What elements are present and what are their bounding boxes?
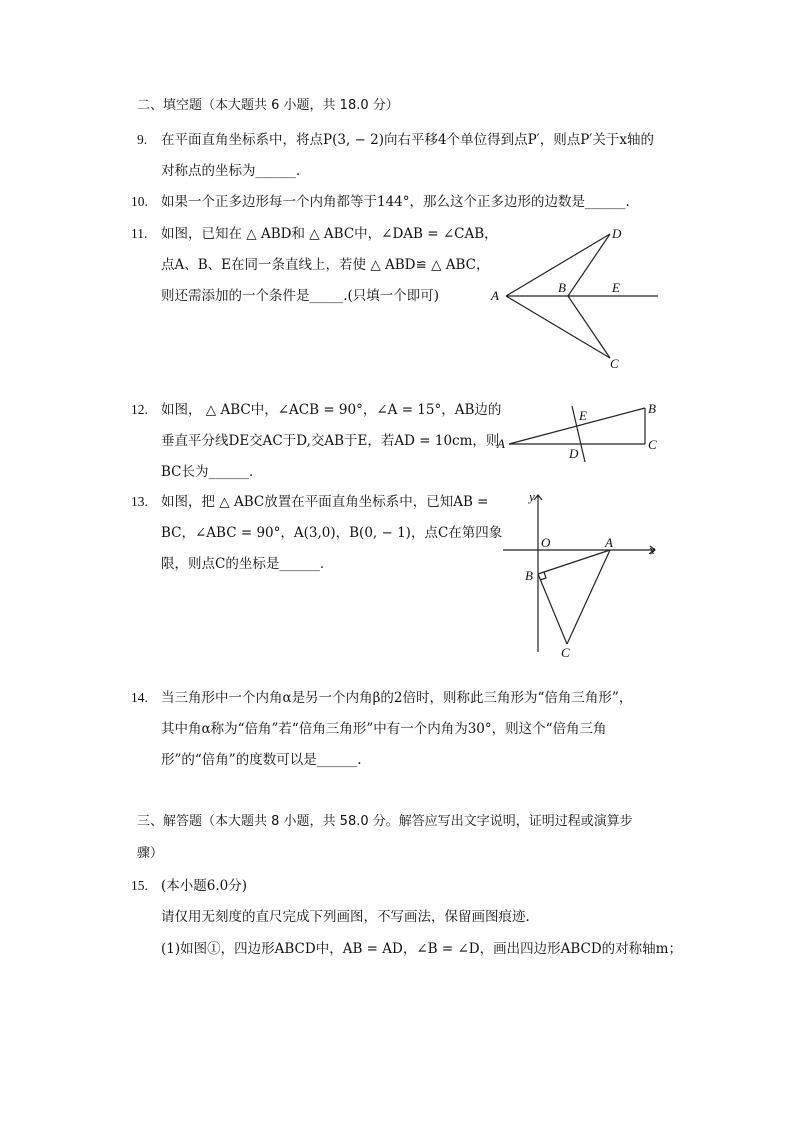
- q13-line1: 如图，把 △ ABC放置在平面直角坐标系中，已知AB =: [161, 494, 489, 510]
- q11-line3: 则还需添加的一个条件是_____.(只填一个即可): [161, 288, 440, 304]
- q13-line-ac: [567, 550, 610, 644]
- q10-line1: 如果一个正多边形每一个内角都等于144°，那么这个正多边形的边数是______．: [161, 194, 640, 210]
- q13-label-c: C: [561, 645, 570, 660]
- q12-number: 12.: [131, 402, 148, 417]
- q15-line3: (1)如图①，四边形ABCD中，AB = AD，∠B = ∠D，画出四边形ABCD的对称轴m；: [161, 941, 682, 957]
- q13-line2: BC，∠ABC = 90°，A(3,0)，B(0, − 1)，点C在第四象: [161, 525, 503, 541]
- q11-label-c: C: [610, 356, 619, 371]
- q11-label-b: B: [558, 280, 566, 295]
- q11-label-e: E: [612, 280, 620, 295]
- q14-line3: 形”的“倍角”的度数可以是______.: [161, 752, 362, 768]
- q11-label-a: A: [491, 288, 499, 303]
- q14-line1: 当三角形中一个内角α是另一个内角β的2倍时，则称此三角形为“倍角三角形”，: [161, 690, 633, 706]
- q13-figure: [495, 487, 665, 662]
- q15-number: 15.: [131, 878, 148, 893]
- q12-line1: 如图， △ ABC中，∠ACB = 90°，∠A = 15°，AB边的: [161, 402, 502, 418]
- q12-label-a: A: [497, 436, 505, 451]
- q11-line2: 点A、B、E在同一条直线上，若使 △ ABD≌ △ ABC，: [161, 257, 490, 273]
- q11-figure: [488, 222, 668, 372]
- q12-label-c: C: [648, 437, 657, 452]
- q15-line1: (本小题6.0分): [161, 878, 248, 894]
- q15-line2: 请仅用无刻度的直尺完成下列画图，不写画法，保留画图痕迹．: [161, 909, 539, 925]
- q13-label-a: A: [605, 535, 613, 550]
- q9-line2: 对称点的坐标为______．: [161, 163, 310, 179]
- q11-line-bc: [568, 296, 610, 358]
- q13-label-b: B: [525, 568, 533, 583]
- q11-line-ac: [506, 296, 610, 358]
- q9-line1: 在平面直角坐标系中，将点P(3, − 2)向右平移4个单位得到点P′，则点P′关于x轴的: [161, 132, 654, 148]
- q13-label-o: O: [541, 535, 551, 550]
- q10-number: 10.: [131, 194, 148, 209]
- q13-line3: 限，则点C的坐标是______．: [161, 556, 334, 572]
- q12-line2: 垂直平分线DE交AC于D,交AB于E，若AD = 10cm，则: [161, 433, 500, 449]
- q13-label-y: y: [529, 489, 535, 504]
- q12-label-e: E: [579, 408, 587, 423]
- q13-line-bc: [538, 574, 567, 644]
- q14-number: 14.: [131, 690, 148, 705]
- section-2-title: 二、填空题（本大题共 6 小题，共 18.0 分）: [137, 98, 399, 113]
- q13-line-ba: [538, 550, 610, 574]
- q11-line1: 如图，已知在 △ ABD和 △ ABC中，∠DAB = ∠CAB，: [161, 226, 498, 242]
- q12-line3: BC长为______．: [161, 464, 263, 480]
- q13-label-x: x: [649, 542, 655, 557]
- q12-label-d: D: [569, 446, 579, 461]
- q12-figure: [495, 398, 665, 464]
- q11-label-d: D: [612, 226, 622, 241]
- section-3-title-line1: 三、解答题（本大题共 8 小题，共 58.0 分。解答应写出文字说明，证明过程或演算步: [137, 814, 633, 829]
- q9-number: 9.: [137, 132, 148, 147]
- section-3-title-line2: 骤）: [137, 846, 164, 861]
- q13-number: 13.: [131, 494, 148, 509]
- q12-label-b: B: [648, 401, 656, 416]
- q11-number: 11.: [131, 226, 148, 241]
- q14-line2: 其中角α称为“倍角”若“倍角三角形”中有一个内角为30°，则这个“倍角三角: [161, 721, 607, 737]
- q11-line-db: [568, 234, 610, 296]
